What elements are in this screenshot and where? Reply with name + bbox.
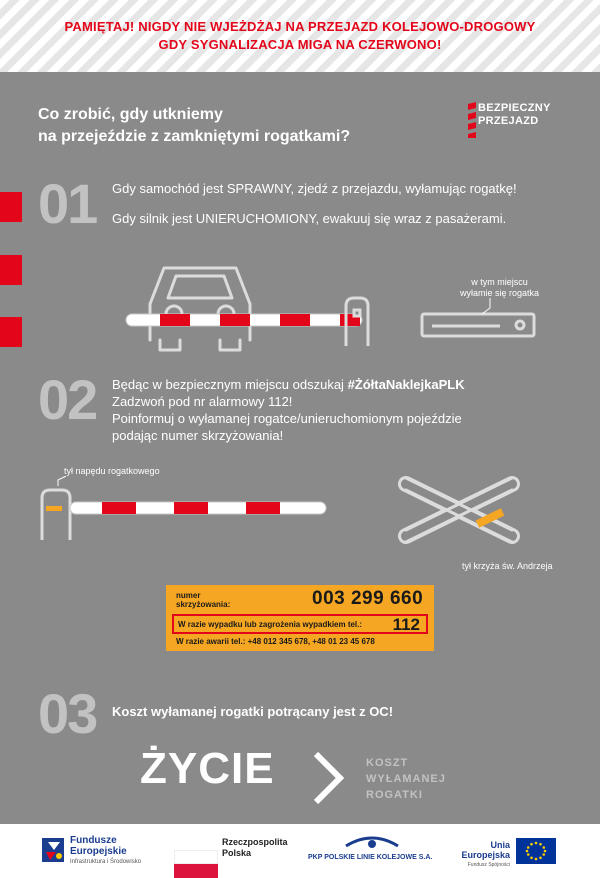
junction-label: numer skrzyżowania: — [176, 591, 231, 609]
pkp-plk-text: PKP POLSKIE LINIE KOLEJOWE S.A. — [308, 854, 433, 861]
caption-pointer — [482, 298, 490, 314]
eu-flag-icon — [516, 838, 556, 864]
junction-number: 003 299 660 — [312, 588, 424, 609]
edge-stripe — [0, 255, 22, 285]
step-number-03: 03 — [38, 682, 97, 745]
step-number-01: 01 — [38, 172, 97, 235]
chevron-right-icon — [308, 748, 348, 808]
car-barrier-illustration — [120, 254, 560, 354]
barrier-arm — [126, 314, 362, 326]
life-label: ŻYCIE — [140, 744, 275, 793]
yellow-sticker — [166, 585, 434, 651]
emergency-number: 112 — [392, 615, 420, 634]
warning-banner — [0, 0, 600, 72]
barrier-arm-2 — [70, 502, 326, 514]
edge-stripe — [0, 192, 22, 222]
page-title: Co zrobić, gdy utkniemy na przejeździe z zamkniętymi rogatkami? — [38, 106, 351, 145]
warning-line-2: GDY SYGNALIZACJA MIGA NA CZERWONO! — [158, 37, 442, 52]
drive-post — [42, 490, 70, 540]
st-andrews-cross-icon — [394, 472, 524, 548]
break-point-caption: w tym miejscu wyłamie się rogatka — [460, 277, 540, 298]
sponsor-footer — [0, 824, 600, 878]
warning-line-1: PAMIĘTAJ! NIGDY NIE WJEŻDŻAJ NA PRZEJAZD KOLEJOWO-DROGOWY — [64, 19, 536, 34]
rzeczpospolita-text: Rzeczpospolita Polska — [222, 837, 288, 858]
hashtag: #ŻółtaNaklejkaPLK — [347, 377, 465, 392]
step1-line-1: Gdy samochód jest SPRAWNY, zjedź z przejazdu, wyłamując rogatkę! — [112, 181, 517, 196]
barrier-drive-illustration — [36, 476, 336, 548]
pkp-plk-logo — [342, 832, 402, 852]
barrier-drive-box — [422, 314, 534, 336]
step2-text: Będąc w bezpiecznym miejscu odszukaj #ŻółtaNaklejkaPLK Zadzwoń pod nr alarmowy 112! Poinformuj o wyłamanej rogatce/unieruchomionym pojeździe podając numer skrzyżowania! — [112, 377, 465, 443]
emergency-text: W razie wypadku lub zagrożenia wypadkiem tel.: — [178, 620, 363, 629]
step3-text: Koszt wyłamanej rogatki potrącany jest z OC! — [112, 704, 394, 719]
cross-caption: tył krzyża św. Andrzeja — [462, 561, 553, 571]
unia-europejska-text: Unia Europejska Fundusz Spójności — [461, 840, 510, 868]
car-icon — [150, 268, 250, 350]
failure-phones: W razie awarii tel.: +48 012 345 678, +48 01 23 45 678 — [176, 637, 375, 646]
step-number-02: 02 — [38, 368, 97, 431]
polish-flag-icon — [174, 850, 218, 878]
fundusze-europejskie-text: Fundusze Europejskie Infrastruktura i Środowisko — [70, 835, 142, 865]
emergency-box — [172, 614, 428, 634]
fundusze-europejskie-logo — [40, 836, 66, 864]
poster-body — [0, 72, 600, 824]
logo-text: BEZPIECZNY PRZEJAZD — [478, 102, 551, 127]
yellow-sticker-mark — [46, 506, 62, 511]
cost-label: KOSZT WYŁAMANEJ ROGATKI — [366, 757, 446, 801]
step1-line-2: Gdy silnik jest UNIERUCHOMIONY, ewakuuj się wraz z pasażerami. — [112, 211, 507, 226]
edge-stripe — [0, 317, 22, 347]
drive-caption: tył napędu rogatkowego — [64, 466, 160, 476]
